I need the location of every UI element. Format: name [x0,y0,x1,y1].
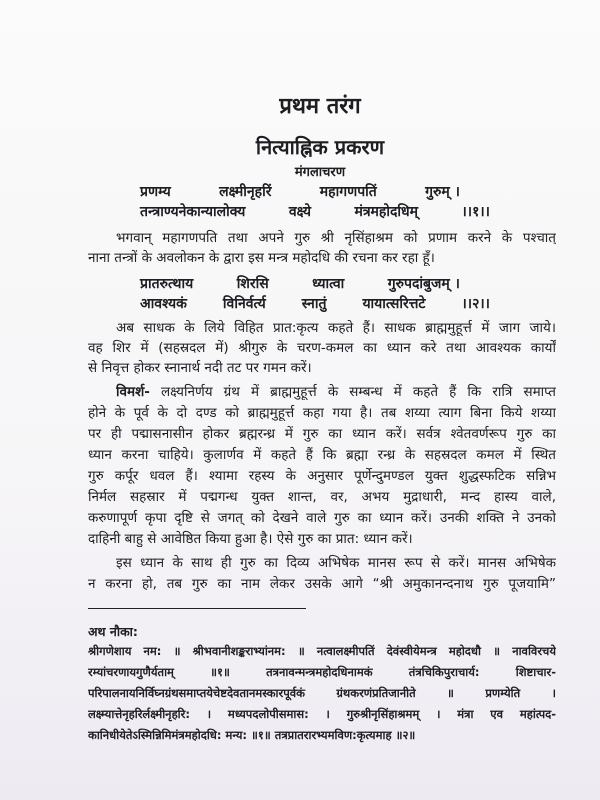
section-title: नित्याह्निक प्रकरण [255,135,385,159]
verse-word: वक्ष्ये [288,204,311,220]
paragraph-line: दाहिनी बाहु से आवेष्ठित किया हुआ है। ऐसे गुरु का प्रात: ध्यान करें। [88,531,413,547]
verse-word: स्नातुं [301,296,327,312]
verse-number: ।।१।। [461,204,490,220]
verse-word: आवश्यकं [140,296,187,312]
paragraph-line: अब साधक के लिये विहित प्रात:कृत्य कहते हैं। साधक ब्राह्ममुहूर्त्त में जाग जाये। [116,320,556,336]
paragraph-line: भगवान् महागणपति तथा अपने गुरु श्री नृसिंहाश्रम को प्रणाम करने के पश्चात् [116,230,556,246]
footnote-line: श्रीगणेशाय नम: ॥ श्रीभवानीशङ्कराभ्यांनम: ॥ नत्वालक्ष्मीपतिं देवंस्वीयेमन्त्र महोदधौ ॥ नावविरचये [88,644,556,658]
verse-word: तन्त्राण्यनेकान्यालोक्य [140,204,246,220]
paragraph-text: लक्ष्यनिर्णय ग्रंथ में ब्राह्ममुहूर्त्त के सम्बन्ध में कहते हैं कि रात्रि समाप्त [160,384,556,400]
footnote-line: रम्यांचरणायगुणैर्यताम् ॥१॥ तत्रनावन्मन्त्रमहोदधिनामकं तंत्रचिकिपुराचार्य: शिष्टाचार- [88,665,556,679]
paragraph-line: गुरु कर्पूर धवल हैं। श्यामा रहस्य के अनुसार पूर्णेन्दुमण्डल युक्त शुद्धस्फटिक सन्निभ [88,468,556,484]
footnote-line: कानिधीयेतेऽस्मिन्निमिमंत्रमहोदधि: मन्य: ॥१॥ तत्रप्रातरारभ्यमविण:कृत्यमाह ॥२॥ [88,728,416,742]
verse-2-line-2 [140,294,490,313]
paragraph-line: नाना तन्त्रों के अवलोकन के द्वारा इस मन्त्र महोदधि की रचना कर रहा हूँ। [88,250,435,266]
verse-1-line-1 [140,182,460,201]
footnote-line: लक्ष्म्यात्तेनृहरिर्लक्ष्मीनृहरि: । मध्यपदलोपीसमास: । गुरुश्रीनृसिंहाश्रमम् । मंत्रा एव महांत्पद- [88,707,556,721]
paragraph-line: पर ही पद्मासनासीन होकर ब्रह्मरन्ध्र में गुरु का ध्यान करें। सर्वत्र श्वेतवर्णरूप गुरु का [88,426,556,442]
verse-word: लक्ष्मीनृहरिं [219,184,272,200]
paragraph-line: ध्यान करना चाहिये। कुलार्णव में कहते हैं कि ब्रह्मा रन्ध्र के सहस्रदल कमल में स्थित [88,447,556,463]
paragraph-line: होने के पूर्व के दो दण्ड को ब्राह्ममुहूर्त्त कहा गया है। तब शय्या त्याग बिना किये शय्या [88,405,556,421]
verse-2-line-1 [140,274,460,293]
verse-word: प्रातरुत्थाय [140,276,194,292]
paragraph-line: न करना हो, तब गुरु का नाम लेकर उसके आगे “श्री अमुकानन्दनाथ गुरु पूजयामि” [88,576,556,592]
vimarsh-label: विमर्श- [116,384,150,400]
verse-word: यायात्सरित्तटे [362,296,426,312]
subsection-title: मंगलाचरण [294,165,346,180]
verse-word: गुरुपदांबुजम् । [387,276,460,292]
verse-word: ध्यात्वा [312,276,345,292]
footnote-heading: अथ नौका: [88,624,138,639]
verse-word: महागणपतिं [319,184,377,200]
paragraph-line: इस ध्यान के साथ ही गुरु का दिव्य अभिषेक मानस रूप से करें। मानस अभिषेक [116,555,556,571]
verse-word: शिरसि [236,276,269,292]
footnote-divider [88,608,306,609]
chapter-title: प्रथम तरंग [279,94,361,119]
paragraph-line: करुणापूर्ण कृपा दृष्टि से जगत् को देखने वाले गुरु का ध्यान करें। उनकी शक्ति ने उनको [88,510,556,526]
footnote-line: परिपालनायनिर्विघ्नग्रंथसमाप्तयेचेष्टदेवतानमस्कारपूर्वकं ग्रंथकरणंप्रतिजानीते ॥ प्रणम्येति । [88,686,556,700]
paragraph-line: वह शिर में (सहस्रदल में) श्रीगुरु के चरण-कमल का ध्यान करे तथा आवश्यक कार्यों [88,340,556,356]
verse-word: गुरुम् । [425,184,460,200]
verse-number: ।।२।। [461,296,490,312]
verse-1-line-2 [140,202,490,221]
verse-word: मंत्रमहोदधिम् [354,204,419,220]
verse-word: विनिर्वर्त्य [222,296,266,312]
paragraph-line: से निवृत्त होकर स्नानार्थ नदी तट पर गमन करें। [88,360,312,376]
paragraph-line: निर्मल सहस्रार में पद्मगन्ध युक्त शान्त, वर, अभय मुद्राधारी, मन्द हास्य वाले, [88,489,556,505]
verse-word: प्रणम्य [140,184,171,200]
paragraph-line [116,382,556,400]
